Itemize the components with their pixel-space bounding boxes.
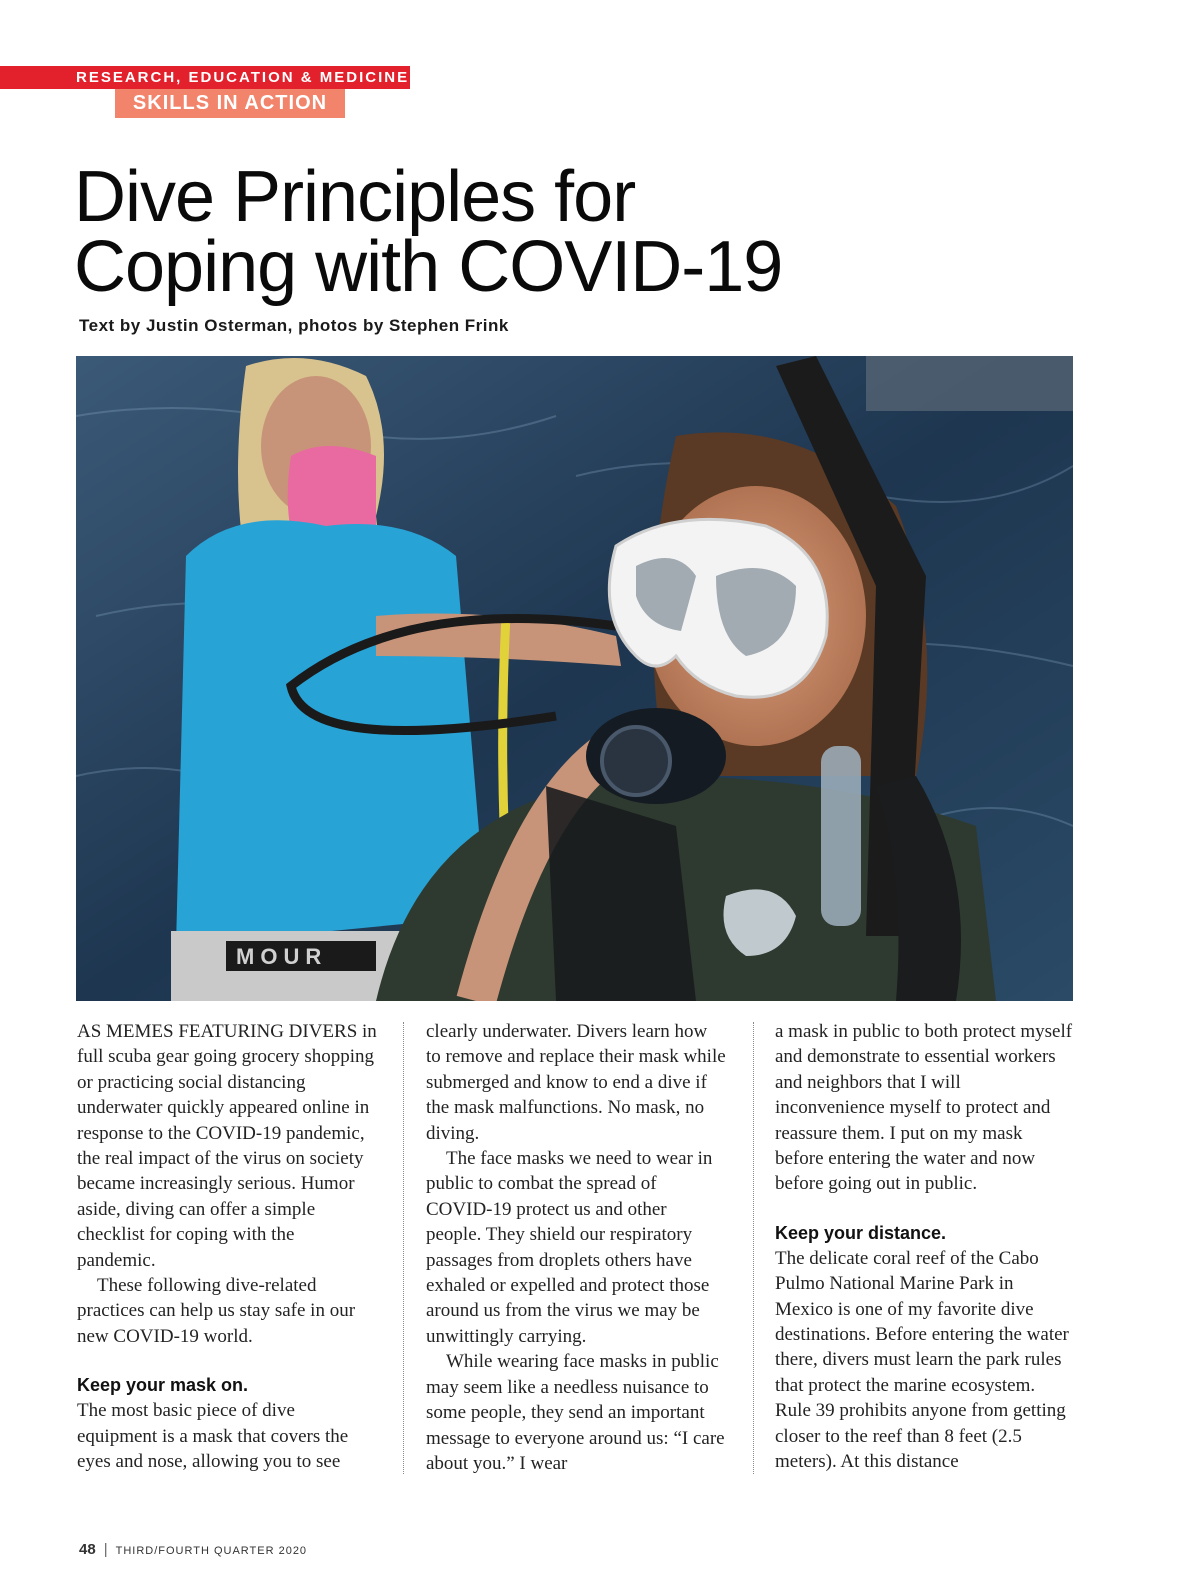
- body-paragraph: AS MEMES FEATURING DIVERS in full scuba gear going grocery shopping or practicing social distancing underwater quickly appeared online in response to the COVID-19 pandemic, the real impact of the virus on society became increasingly serious. Humor aside, diving can offer a simple checklist for coping with the pandemic.: [77, 1021, 377, 1271]
- footer-separator: |: [103, 1541, 108, 1558]
- page-number: 48: [79, 1541, 96, 1558]
- article-title-line-2: Coping with COVID-19: [74, 227, 783, 307]
- article-title-line-1: Dive Principles for: [74, 157, 636, 237]
- column-divider: [753, 1022, 754, 1474]
- photo-waistband-text: MOUR: [236, 944, 328, 969]
- body-paragraph: While wearing face masks in public may seem like a needless nuisance to some people, they send an important message to everyone around us: “I care about you.” I wear: [426, 1351, 725, 1474]
- article-column-1: [77, 1019, 377, 1475]
- subheading-mask: Keep your mask on.: [77, 1375, 249, 1396]
- issue-label: THIRD/FOURTH QUARTER 2020: [115, 1545, 308, 1557]
- body-paragraph: The most basic piece of dive equipment is a mask that covers the eyes and nose, allowing you to see: [77, 1400, 349, 1473]
- page-footer: [79, 1541, 307, 1559]
- subsection-label: SKILLS IN ACTION: [115, 89, 345, 118]
- body-paragraph: clearly underwater. Divers learn how to remove and replace their mask while submerged and know to end a dive if the mask malfunctions. No mask, no diving.: [426, 1021, 726, 1144]
- body-paragraph: The face masks we need to wear in public to combat the spread of COVID-19 protect us and other people. They shield our respiratory passages from droplets others have exhaled or expelled and protect those around us from the virus we may be unwittingly carrying.: [426, 1148, 713, 1347]
- body-paragraph: a mask in public to both protect myself and demonstrate to essential workers and neighbors that I will inconvenience myself to protect and reassure them. I put on my mask before entering the water and now before going out in public.: [775, 1021, 1073, 1195]
- photo-divers-masks-icon: [76, 356, 1073, 1001]
- article-title: [74, 157, 783, 307]
- section-label: RESEARCH, EDUCATION & MEDICINE: [76, 69, 410, 86]
- subheading-distance: Keep your distance.: [775, 1222, 947, 1243]
- article-column-2: [426, 1019, 726, 1476]
- article-column-3: [775, 1019, 1075, 1475]
- column-divider: [403, 1022, 404, 1474]
- article-photo: [76, 356, 1073, 1001]
- body-paragraph: The delicate coral reef of the Cabo Pulmo National Marine Park in Mexico is one of my favorite dive destinations. Before entering the water there, divers must learn the park rules that protect the marine ecosystem. Rule 39 prohibits anyone from getting closer to the reef than 8 feet (2.5 meters). At this distance: [775, 1247, 1069, 1473]
- body-paragraph: These following dive-related practices can help us stay safe in our new COVID-19 world.: [77, 1275, 356, 1347]
- byline: Text by Justin Osterman, photos by Stephen Frink: [79, 316, 509, 335]
